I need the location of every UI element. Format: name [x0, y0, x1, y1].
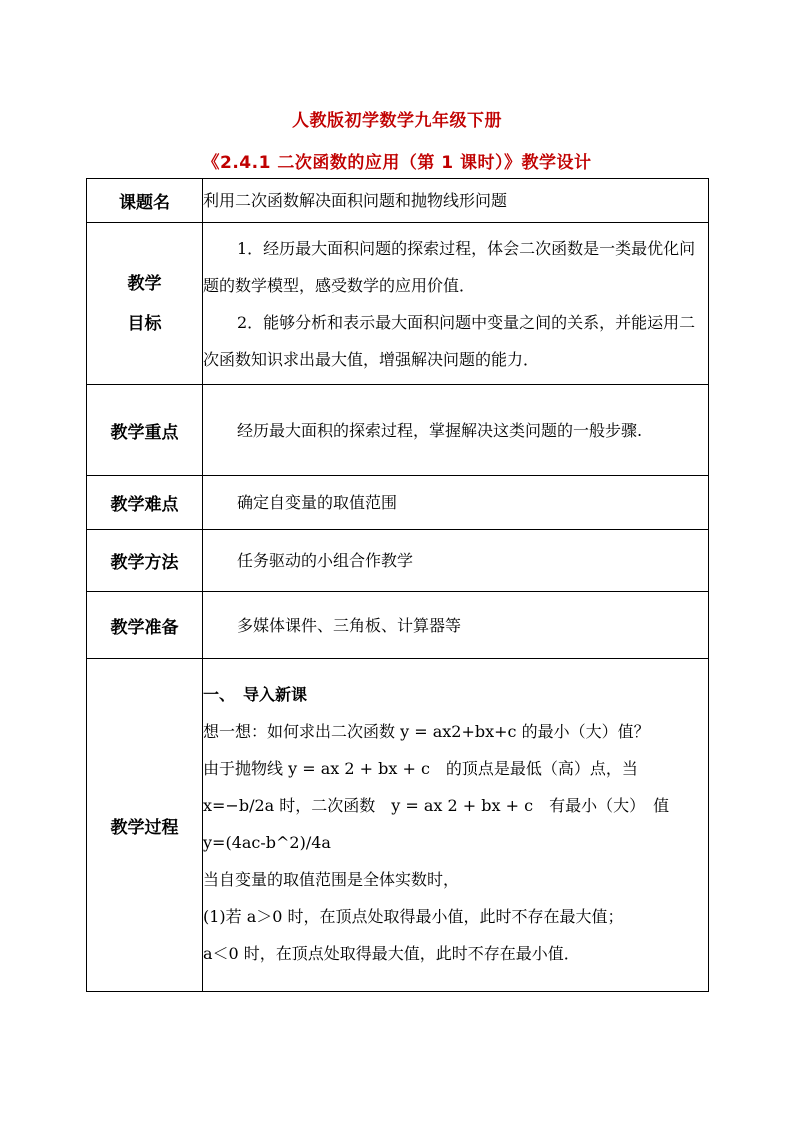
label-goals-line1: 教学 [127, 273, 162, 294]
goal-2: 2．能够分析和表示最大面积问题中变量之间的关系，并能运用二次函数知识求出最大值，增强解决问题的能力． [203, 312, 696, 369]
row-topic [87, 179, 709, 223]
label-goals-line2: 目标 [127, 313, 162, 334]
process-line-7: a＜0 时，在顶点处取得最大值，此时不存在最小值． [203, 944, 580, 963]
content-goals [203, 223, 709, 385]
label-key-points: 教学重点 [87, 385, 203, 476]
row-preparation [87, 592, 709, 659]
goal-1: 1．经历最大面积问题的探索过程，体会二次函数是一类最优化问题的数学模型，感受数学的应用价值． [203, 238, 696, 295]
process-line-2: 由于抛物线 y = ax 2 + bx + c 的顶点是最低（高）点，当 [203, 759, 638, 778]
label-preparation: 教学准备 [87, 592, 203, 659]
process-line-4: y=(4ac-b^2)/4a [203, 833, 331, 852]
content-key-points [203, 385, 709, 476]
key-points-text: 经历最大面积的探索过程，掌握解决这类问题的一般步骤. [237, 420, 643, 440]
content-process [203, 659, 709, 992]
content-methods [203, 530, 709, 592]
row-goals [87, 223, 709, 385]
label-process: 教学过程 [87, 659, 203, 992]
row-methods [87, 530, 709, 592]
lesson-plan-table [86, 178, 709, 992]
content-preparation [203, 592, 709, 659]
methods-text: 任务驱动的小组合作教学 [237, 551, 414, 570]
document-subtitle: 《2.4.1 二次函数的应用（第 1 课时）》教学设计 [202, 153, 592, 173]
label-difficulties: 教学难点 [87, 476, 203, 530]
process-line-3: x=−b/2a 时，二次函数 y = ax 2 + bx + c 有最小（大） 值 [203, 796, 670, 815]
content-difficulties [203, 476, 709, 530]
label-goals [87, 223, 203, 385]
label-methods: 教学方法 [87, 530, 203, 592]
process-section-title: 一、 导入新课 [203, 685, 308, 704]
row-difficulties [87, 476, 709, 530]
label-topic: 课题名 [87, 179, 203, 223]
content-topic: 利用二次函数解决面积问题和抛物线形问题 [203, 179, 709, 223]
row-key-points [87, 385, 709, 476]
preparation-text: 多媒体课件、三角板、计算器等 [237, 615, 462, 635]
document-title: 人教版初学数学九年级下册 [292, 111, 502, 131]
row-process [87, 659, 709, 992]
process-line-6: (1)若 a＞0 时，在顶点处取得最小值，此时不存在最大值； [203, 907, 624, 926]
process-line-5: 当自变量的取值范围是全体实数时， [203, 870, 460, 889]
difficulties-text: 确定自变量的取值范围 [237, 493, 398, 512]
process-line-1: 想一想：如何求出二次函数 y = ax2+bx+c 的最小（大）值？ [203, 722, 650, 741]
